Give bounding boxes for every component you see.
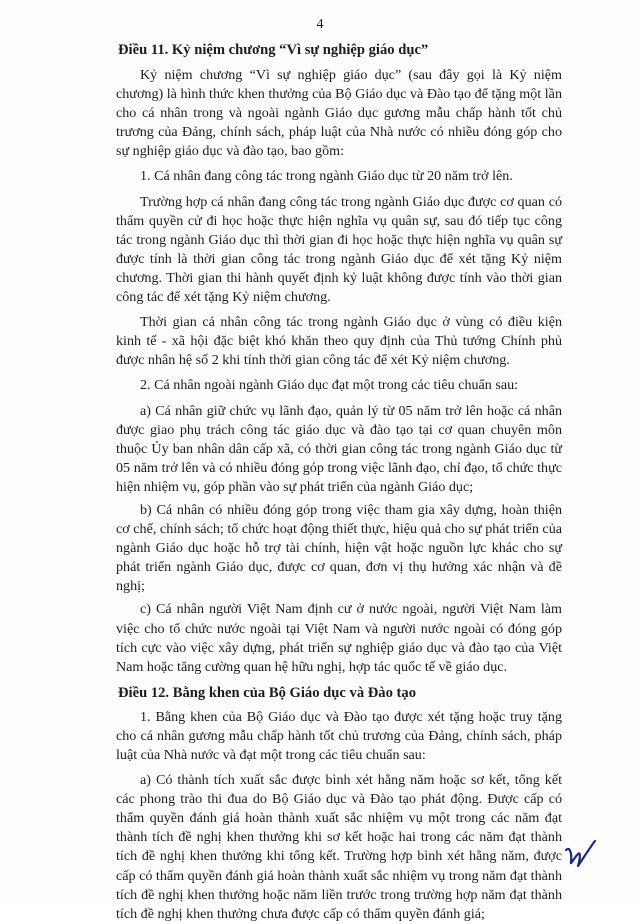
page-number: 4 — [316, 17, 324, 32]
article-11-item-2-b: b) Cá nhân có nhiều đóng góp trong việc tham gia xây dựng, hoàn thiện cơ chế, chính sách; tổ chức hoạt động thiết thực, hiệu quả cho sự phát triển của ngành Giáo dục hoặc hỗ trợ tài chính, hiện vật hoặc nguồn lực khác cho sự phát triển ngành Giáo dục, được cơ quan, đơn vị thụ hưởng xác nhận và đề nghị; — [116, 501, 562, 595]
article-11-intro: Kỷ niệm chương “Vì sự nghiệp giáo dục” (sau đây gọi là Kỷ niệm chương) là hình thức khen thưởng của Bộ Giáo dục và Đào tạo để tặng một lần cho cá nhân trong và ngoài ngành Giáo dục gương mẫu chấp hành tốt chủ trương của Đảng, chính sách, pháp luật của Nhà nước có nhiều đóng góp cho sự nghiệp giáo dục và đào tạo, bao gồm: — [116, 67, 562, 160]
article-12-item-1: 1. Bằng khen của Bộ Giáo dục và Đào tạo được xét tặng hoặc truy tặng cho cá nhân gương mẫu chấp hành tốt chủ trương của Đảng, chính sách, pháp luật của Nhà nước và đạt một trong các tiêu chuẩn sau: — [116, 708, 562, 763]
initial-signature-icon — [562, 836, 598, 876]
article-12-item-1-a: a) Có thành tích xuất sắc được bình xét hằng năm hoặc sơ kết, tổng kết các phong trào thi đua do Bộ Giáo dục và Đào tạo phát động. Được cấp có thẩm quyền đánh giá hoàn thành xuất sắc nhiệm vụ một trong các năm đạt thành tích đề nghị khen thưởng khi sơ kết hoặc hai trong các năm đạt thành tích đề nghị khen thưởng khi tổng kết. Trường hợp bình xét hằng năm, được cấp có thẩm quyền đánh giá hoàn thành xuất sắc nhiệm vụ trong năm đạt thành tích đề nghị khen thưởng hoặc năm liền trước trong trường hợp năm đạt thành tích đề nghị khen thưởng chưa được cấp có thẩm quyền đánh giá; — [116, 772, 562, 922]
document-body — [116, 40, 562, 924]
article-11-item-2-a: a) Cá nhân giữ chức vụ lãnh đạo, quản lý từ 05 năm trở lên hoặc cá nhân được giao phụ trách công tác giáo dục và đào tạo tại cơ quan chuyên môn thuộc Ủy ban nhân dân cấp xã, có thời gian công tác trong ngành Giáo dục từ 05 năm trở lên và có nhiều đóng góp trong việc lãnh đạo, chỉ đạo, tổ chức thực hiện nhiệm vụ, góp phần vào sự phát triển của ngành Giáo dục; — [116, 402, 562, 495]
article-11-item-2-c: c) Cá nhân người Việt Nam định cư ở nước ngoài, người Việt Nam làm việc cho tổ chức nước ngoài tại Việt Nam và người nước ngoài có đóng góp tích cực vào việc xây dựng, phát triển sự nghiệp giáo dục và đào tạo của Việt Nam hoặc tăng cường quan hệ hữu nghị, hợp tác quốc tế về giáo dục. — [116, 601, 562, 675]
article-11-item-1-note-b: Thời gian cá nhân công tác trong ngành Giáo dục ở vùng có điều kiện kinh tế - xã hội đặc biệt khó khăn theo quy định của Thủ tướng Chính phủ được nhân hệ số 2 khi tính thời gian công tác để xét Kỷ niệm chương. — [116, 314, 562, 369]
article-11-item-2: 2. Cá nhân ngoài ngành Giáo dục đạt một trong các tiêu chuẩn sau: — [140, 377, 519, 394]
article-11-heading: Điều 11. Kỷ niệm chương “Vì sự nghiệp giáo dục” — [118, 42, 429, 58]
article-11-item-1: 1. Cá nhân đang công tác trong ngành Giáo dục từ 20 năm trở lên. — [140, 168, 513, 185]
article-12-heading: Điều 12. Bằng khen của Bộ Giáo dục và Đào tạo — [118, 684, 416, 701]
article-11-item-1-note-a: Trường hợp cá nhân đang công tác trong ngành Giáo dục được cơ quan có thẩm quyền cử đi học hoặc thực hiện nghĩa vụ quân sự, sau đó tiếp tục công tác trong ngành Giáo dục thì thời gian đi học hoặc thực hiện nghĩa vụ quân sự được tính là thời gian công tác trong ngành Giáo dục để xét tặng Kỷ niệm chương. Thời gian thi hành quyết định kỷ luật không được tính vào thời gian công tác để xét tặng Kỷ niệm chương. — [116, 193, 562, 306]
